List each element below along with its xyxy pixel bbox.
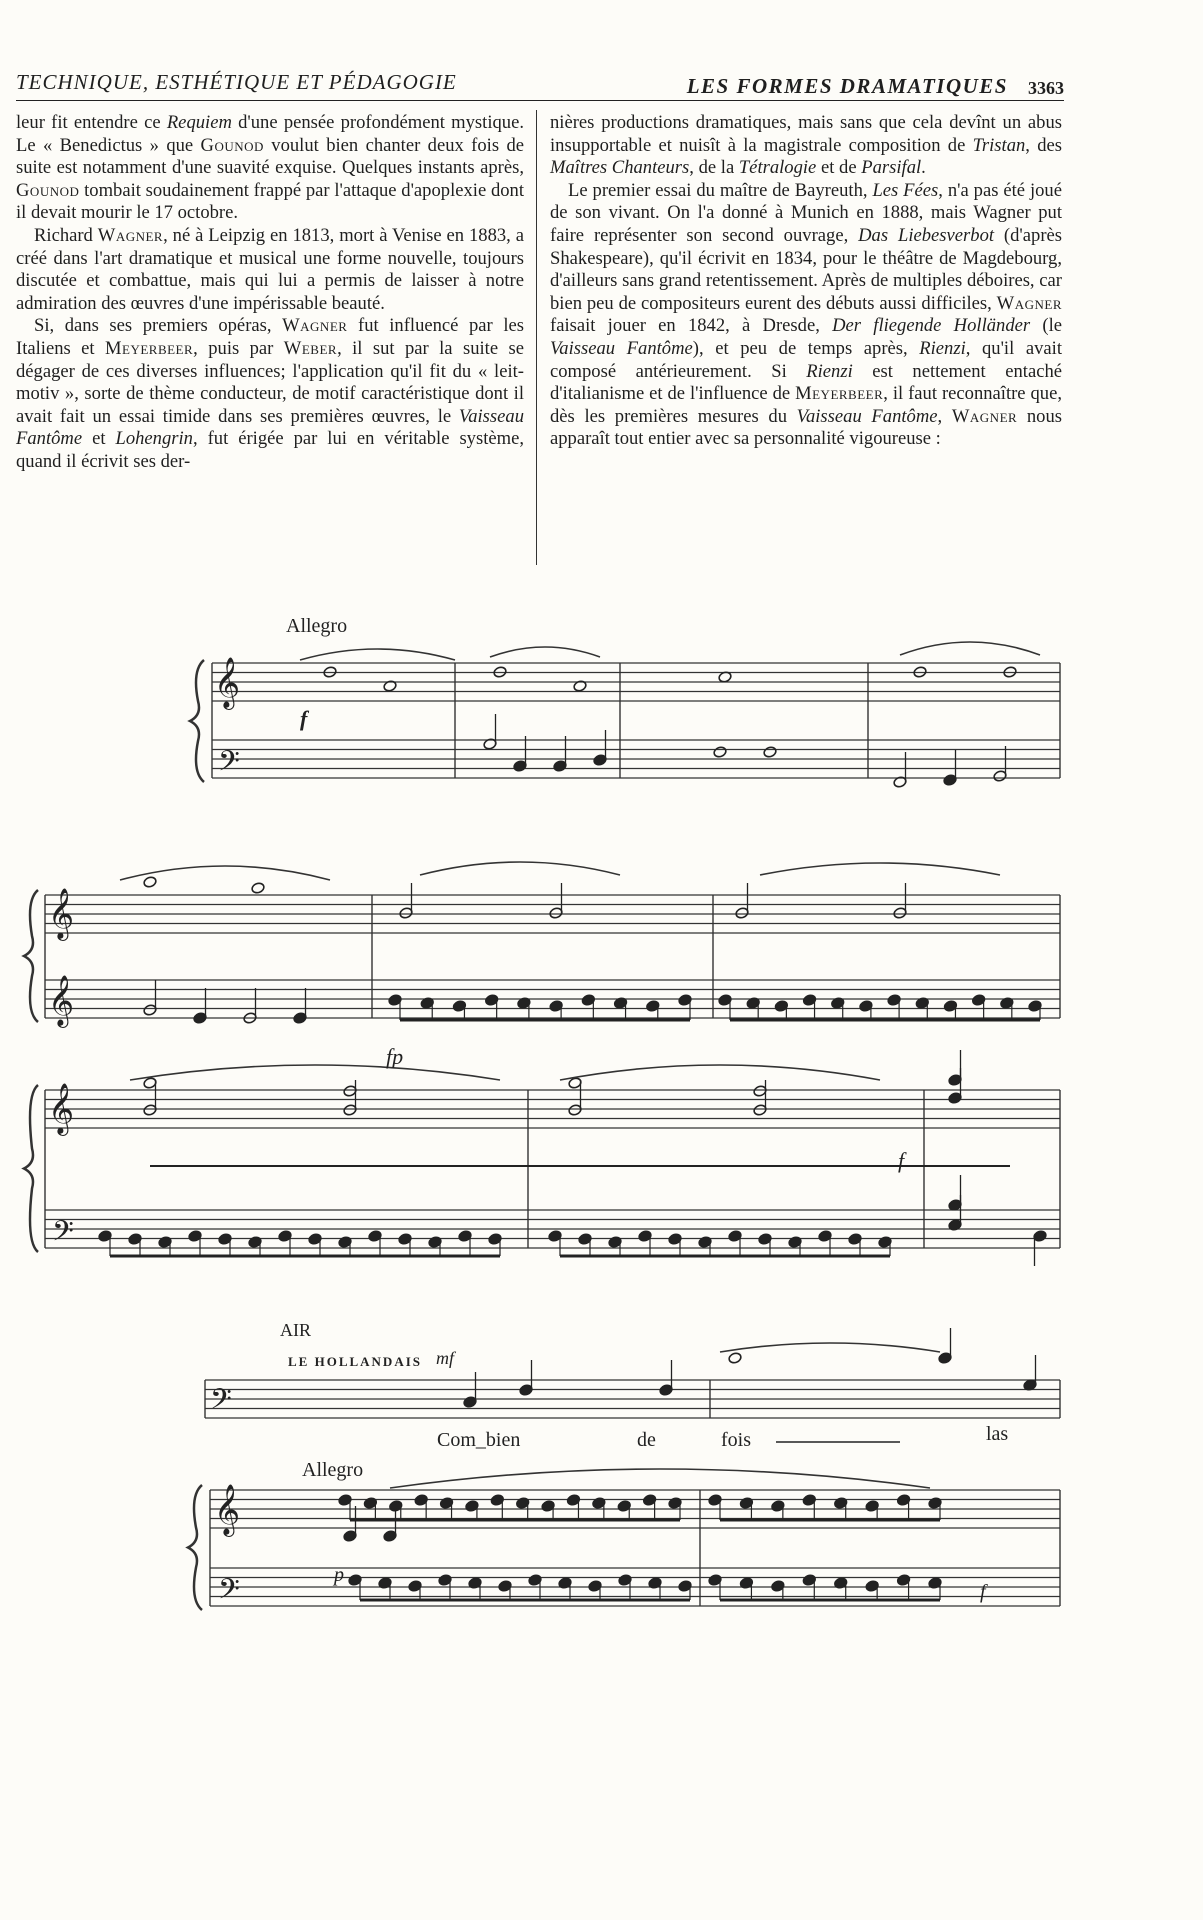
note [463, 1372, 477, 1408]
lyric-las: las [986, 1423, 1009, 1445]
paragraph-gounod: leur fit entendre ce Requiem d'une pensée profondément mystique. Le « Benedictus » que Gounod voulut bien chanter deux fois de suite est notamment d'une suavité exquise. Quelques instants après, Gounod tombait soudainement frappé par l'attaque d'apoplexie dont il devait mourir le 17 octobre. [16, 112, 524, 224]
note [659, 1360, 673, 1396]
dynamic-fortepiano: fp [386, 1044, 404, 1069]
note [728, 1352, 742, 1365]
tempo-allegro-2: Allegro [302, 1459, 364, 1481]
bass-clef-icon: 𝄢 [218, 1575, 240, 1612]
staff-1-treble [212, 663, 1060, 701]
dynamic-mezzoforte: mf [436, 1348, 454, 1368]
dynamic-forte-3: f [980, 1581, 986, 1603]
slur [420, 862, 620, 875]
brace [188, 1485, 202, 1610]
note [243, 988, 257, 1024]
note [483, 714, 497, 750]
treble-clef-icon: 𝄞 [48, 976, 75, 1025]
note [593, 730, 607, 766]
note [948, 1068, 962, 1104]
slur [760, 863, 1000, 875]
staff-2-upper [45, 895, 1060, 933]
paragraph-wagner-intro: Richard Wagner, né à Leipzig en 1813, mort à Venise en 1883, a créé dans l'art dramatique et musical une forme nouvelle, toujours discutée et combattue, mais qui lui a permis de laisser à notre admiration des œuvres d'une impérissable beauté. [16, 224, 524, 314]
staff-3-upper [45, 1090, 1060, 1128]
brace [190, 660, 204, 782]
note [1023, 1355, 1037, 1391]
lyric-fois: fois [721, 1429, 751, 1451]
notes [98, 642, 1047, 1600]
note [893, 752, 907, 788]
slur [720, 1343, 940, 1352]
note [519, 1360, 533, 1396]
note [143, 980, 157, 1016]
note [763, 746, 777, 759]
column-divider [536, 110, 537, 565]
staff-voice [205, 1380, 1060, 1418]
right-column [550, 112, 1062, 451]
brace [24, 1085, 38, 1252]
page-number: 3363 [1028, 78, 1064, 98]
note [383, 1506, 397, 1542]
treble-clef-icon: 𝄞 [214, 1485, 241, 1534]
note [713, 746, 727, 759]
header-right-title: LES FORMES DRAMATIQUES [686, 74, 1008, 98]
staff-5-treble [210, 1490, 1060, 1528]
treble-clef-icon: 𝄞 [48, 1084, 75, 1133]
lyric-combien: Com_bien [437, 1429, 521, 1451]
slur [300, 649, 455, 660]
slur [560, 1065, 880, 1080]
paragraph-wagner-influences: Si, dans ses premiers opéras, Wagner fut influencé par les Italiens et Meyerbeer, puis par Weber, il sut par la suite se dégager de ces diverses influences; l'application qu'il fit du « leit-motiv », sorte de thème conducteur, de motif caractéristique dont il avait fait un essai timide dans ses premières œuvres, le Vaisseau Fantôme et Lohengrin, fut érigée par lui en véritable système, quand il écrivit ses der- [16, 315, 524, 472]
dynamic-forte: f [300, 706, 308, 731]
music-score [0, 600, 1203, 1700]
note [513, 736, 527, 772]
slur [900, 642, 1040, 655]
header-left-title: TECHNIQUE, ESTHÉTIQUE ET PÉDAGOGIE [16, 70, 457, 94]
bass-clef-icon: 𝄢 [218, 747, 240, 784]
running-header [16, 70, 1064, 101]
staff-lines [24, 658, 1060, 1612]
section-air: AIR [280, 1320, 311, 1340]
note [553, 736, 567, 772]
staff-2-lower [45, 980, 1060, 1018]
note [193, 988, 207, 1024]
staff-1-bass [212, 740, 1060, 778]
paragraph-early-operas: Le premier essai du maître de Bayreuth, Les Fées, n'a pas été joué de son vivant. On l'a donné à Munich en 1888, mais Wagner put faire représenter son second ouvrage, Das Liebesverbot (d'après Shakespeare), qu'il écrivit en 1834, pour le théâtre de Magdebourg, d'ailleurs sans grand retentissement. Après de multiples déboires, car bien peu de compositeurs eurent des débuts aussi difficiles, Wagner faisait jouer en 1842, à Dresde, Der fliegende Holländer (le Vaisseau Fantôme), et peu de temps après, Rienzi, qu'il avait composé antérieurement. Si Rienzi est nettement entaché d'italianisme et de l'influence de Meyerbeer, il faut reconnaître que, dès les premières mesures du Vaisseau Fantôme, Wagner nous apparaît tout entier avec sa personnalité vigoureuse : [550, 179, 1062, 450]
staff-3-lower [45, 1210, 1060, 1248]
slur [490, 647, 600, 657]
bass-clef-icon: 𝄢 [52, 1217, 74, 1254]
dynamic-forte-2: f [898, 1148, 905, 1173]
paragraph-late-works: nières productions dramatiques, mais sans que cela devînt un abus insupportable et nuisît à la magistrale composition de Tristan, des Maîtres Chanteurs, de la Tétralogie et de Parsifal. [550, 112, 1062, 179]
brace [24, 890, 38, 1022]
note [993, 746, 1007, 782]
tempo-allegro-1: Allegro [286, 615, 348, 637]
slur [130, 1065, 500, 1080]
note [143, 876, 157, 889]
note [938, 1328, 952, 1364]
lyric-de: de [637, 1429, 656, 1451]
left-column [16, 112, 524, 474]
bass-clef-icon: 𝄢 [210, 1385, 232, 1422]
note [293, 988, 307, 1024]
dynamic-piano: p [334, 1564, 344, 1586]
treble-clef-icon: 𝄞 [48, 889, 75, 938]
note [343, 1080, 357, 1116]
note [251, 882, 265, 895]
voice-label: LE HOLLANDAIS [288, 1354, 422, 1369]
slur [390, 1469, 930, 1488]
note [753, 1080, 767, 1116]
treble-clef-icon: 𝄞 [214, 658, 241, 707]
